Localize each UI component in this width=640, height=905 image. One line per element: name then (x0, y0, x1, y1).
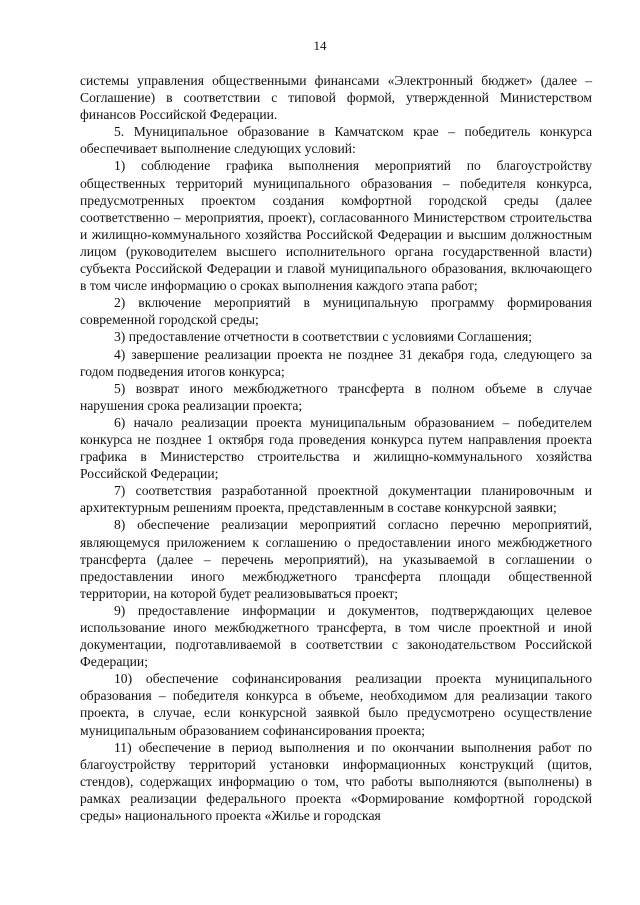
paragraph-condition-5: 5) возврат иного межбюджетного трансферта в полном объеме в случае нарушения срока реализации проекта; (80, 380, 592, 413)
page-number: 14 (313, 38, 327, 53)
paragraph-condition-4: 4) завершение реализации проекта не позднее 31 декабря года, следующего за годом подведения итогов конкурса; (80, 346, 592, 379)
paragraph-condition-1: 1) соблюдение графика выполнения мероприятий по благоустройству общественных территорий муниципального образования – победителя конкурса, предусмотренных проектом создания комфортной городской среды (далее соответственно – мероприятия, проект), согласованного Министерством строительства и жилищно-коммунального хозяйства Российской Федерации и высшим должностным лицом (руководителем высшего исполнительного органа государственной власти) субъекта Российской Федерации и главой муниципального образования, включающего в том числе информацию о сроках выполнения каждого этапа работ; (80, 158, 592, 294)
paragraph-condition-3: 3) предоставление отчетности в соответствии с условиями Соглашения; (114, 329, 533, 345)
paragraph-condition-8: 8) обеспечение реализации мероприятий согласно перечню мероприятий, являющемуся приложением к соглашению о предоставлении иного межбюджетного трансферта (далее – перечень мероприятий), на указываемой в соглашении о предоставлении иного межбюджетного трансферта площади общественной территории, на которой будет реализовываться проект; (80, 517, 592, 601)
paragraph-continuation: системы управления общественными финансами «Электронный бюджет» (далее – Соглашение) в соответствии с типовой формой, утвержденной Министерством финансов Российской Федерации. (80, 73, 592, 123)
paragraph-condition-11: 11) обеспечение в период выполнения и по окончании выполнения работ по благоустройству территорий установки информационных конструкций (щитов, стендов), содержащих информацию о том, что работы выполняются (выполнены) в рамках реализации федерального проекта «Формирование комфортной городской среды» национального проекта «Жилье и городская (80, 739, 592, 824)
paragraph-condition-9: 9) предоставление информации и документов, подтверждающих целевое использование иного межбюджетного трансферта, в том числе проектной и иной документации, подготавливаемой в соответствии с законодательством Российской Федерации; (80, 602, 592, 670)
paragraph-condition-10: 10) обеспечение софинансирования реализации проекта муниципального образования – победителя конкурса в объеме, необходимом для реализации такого проекта, в случае, если конкурсной заявкой было предусмотрено осуществление муниципальным образованием софинансирования проекта; (80, 671, 592, 738)
paragraph-condition-6: 6) начало реализации проекта муниципальным образованием – победителем конкурса не позднее 1 октября года проведения конкурса путем направления проекта графика в Министерство строительства и жилищно-коммунального хозяйства Российской Федерации; (80, 414, 592, 482)
document-body (80, 72, 592, 824)
paragraph-item-5: 5. Муниципальное образование в Камчатском крае – победитель конкурса обеспечивает выполнение следующих условий: (80, 124, 592, 157)
paragraph-condition-2: 2) включение мероприятий в муниципальную программу формирования современной городской среды; (80, 295, 592, 328)
paragraph-condition-7: 7) соответствия разработанной проектной документации планировочным и архитектурным решениям проекта, представленным в составе конкурсной заявки; (80, 483, 592, 516)
